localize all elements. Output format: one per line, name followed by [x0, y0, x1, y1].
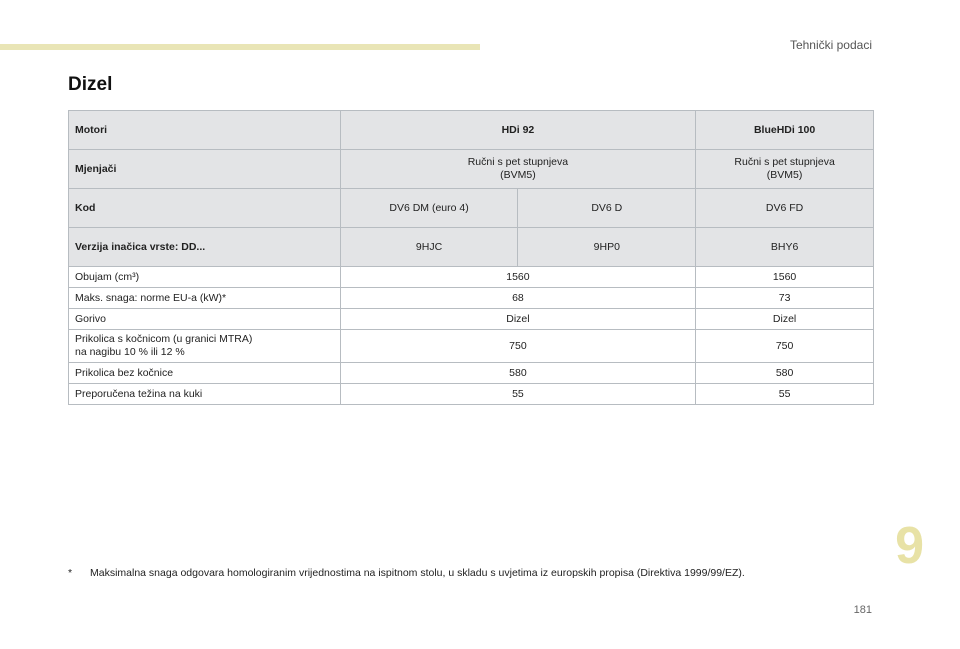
row-label-line: Prikolica s kočnicom (u granici MTRA): [75, 333, 253, 345]
specs-table: [68, 110, 874, 405]
cell-value-b: Dizel: [696, 309, 874, 330]
gearbox-code: (BVM5): [766, 169, 803, 181]
cell-value-a: Dizel: [340, 309, 696, 330]
cell-value-a: 68: [340, 288, 696, 309]
cell-value-b: 750: [696, 330, 874, 363]
row-label: Maks. snaga: norme EU-a (kW)*: [69, 288, 341, 309]
cell-value-a: 1560: [340, 267, 696, 288]
gearbox-line: Ručni s pet stupnjeva: [734, 156, 835, 168]
footnote-marker: *: [68, 567, 73, 579]
gearbox-code: (BVM5): [500, 169, 536, 181]
cell-value-a: 750: [340, 330, 696, 363]
table-row-verzija: [69, 228, 874, 267]
row-label: [69, 330, 341, 363]
table-row: [69, 309, 874, 330]
table-row-kod: [69, 189, 874, 228]
cell-verzija-2: 9HP0: [518, 228, 696, 267]
accent-bar: [0, 44, 480, 50]
row-label: Preporučena težina na kuki: [69, 384, 341, 405]
page-number: 181: [853, 604, 872, 616]
cell-value-b: 580: [696, 363, 874, 384]
table-row: [69, 363, 874, 384]
section-label: Tehnički podaci: [789, 38, 872, 52]
gearbox-line: Ručni s pet stupnjeva: [467, 156, 569, 168]
table-row-mjenjaci: [69, 150, 874, 189]
cell-kod-1: DV6 DM (euro 4): [340, 189, 518, 228]
cell-value-a: 55: [340, 384, 696, 405]
cell-gearbox-b: [696, 150, 874, 189]
row-label: Mjenjači: [69, 150, 341, 189]
table-row: [69, 330, 874, 363]
footnote: [68, 567, 745, 579]
row-label: Kod: [69, 189, 341, 228]
row-label-line: na nagibu 10 % ili 12 %: [75, 346, 185, 358]
cell-bluehdi100: BlueHDi 100: [696, 111, 874, 150]
table-row-motori: [69, 111, 874, 150]
footnote-text: Maksimalna snaga odgovara homologiranim vrijednostima na ispitnom stolu, u skladu s uvjetima iz europskih propisa (Direktiva 1999/99/EZ).: [90, 567, 745, 579]
chapter-number: 9: [895, 517, 924, 575]
cell-value-b: 73: [696, 288, 874, 309]
cell-value-a: 580: [340, 363, 696, 384]
row-label: Motori: [69, 111, 341, 150]
cell-value-b: 1560: [696, 267, 874, 288]
table-row: [69, 288, 874, 309]
cell-kod-3: DV6 FD: [696, 189, 874, 228]
page-title: Dizel: [68, 74, 113, 95]
cell-gearbox-a: [340, 150, 696, 189]
row-label: Gorivo: [69, 309, 341, 330]
cell-hdi92: HDi 92: [340, 111, 696, 150]
cell-value-b: 55: [696, 384, 874, 405]
cell-verzija-3: BHY6: [696, 228, 874, 267]
row-label: Prikolica bez kočnice: [69, 363, 341, 384]
cell-verzija-1: 9HJC: [340, 228, 518, 267]
row-label: Verzija inačica vrste: DD...: [69, 228, 341, 267]
table-row: [69, 384, 874, 405]
cell-kod-2: DV6 D: [518, 189, 696, 228]
table-row: [69, 267, 874, 288]
row-label: Obujam (cm³): [69, 267, 341, 288]
